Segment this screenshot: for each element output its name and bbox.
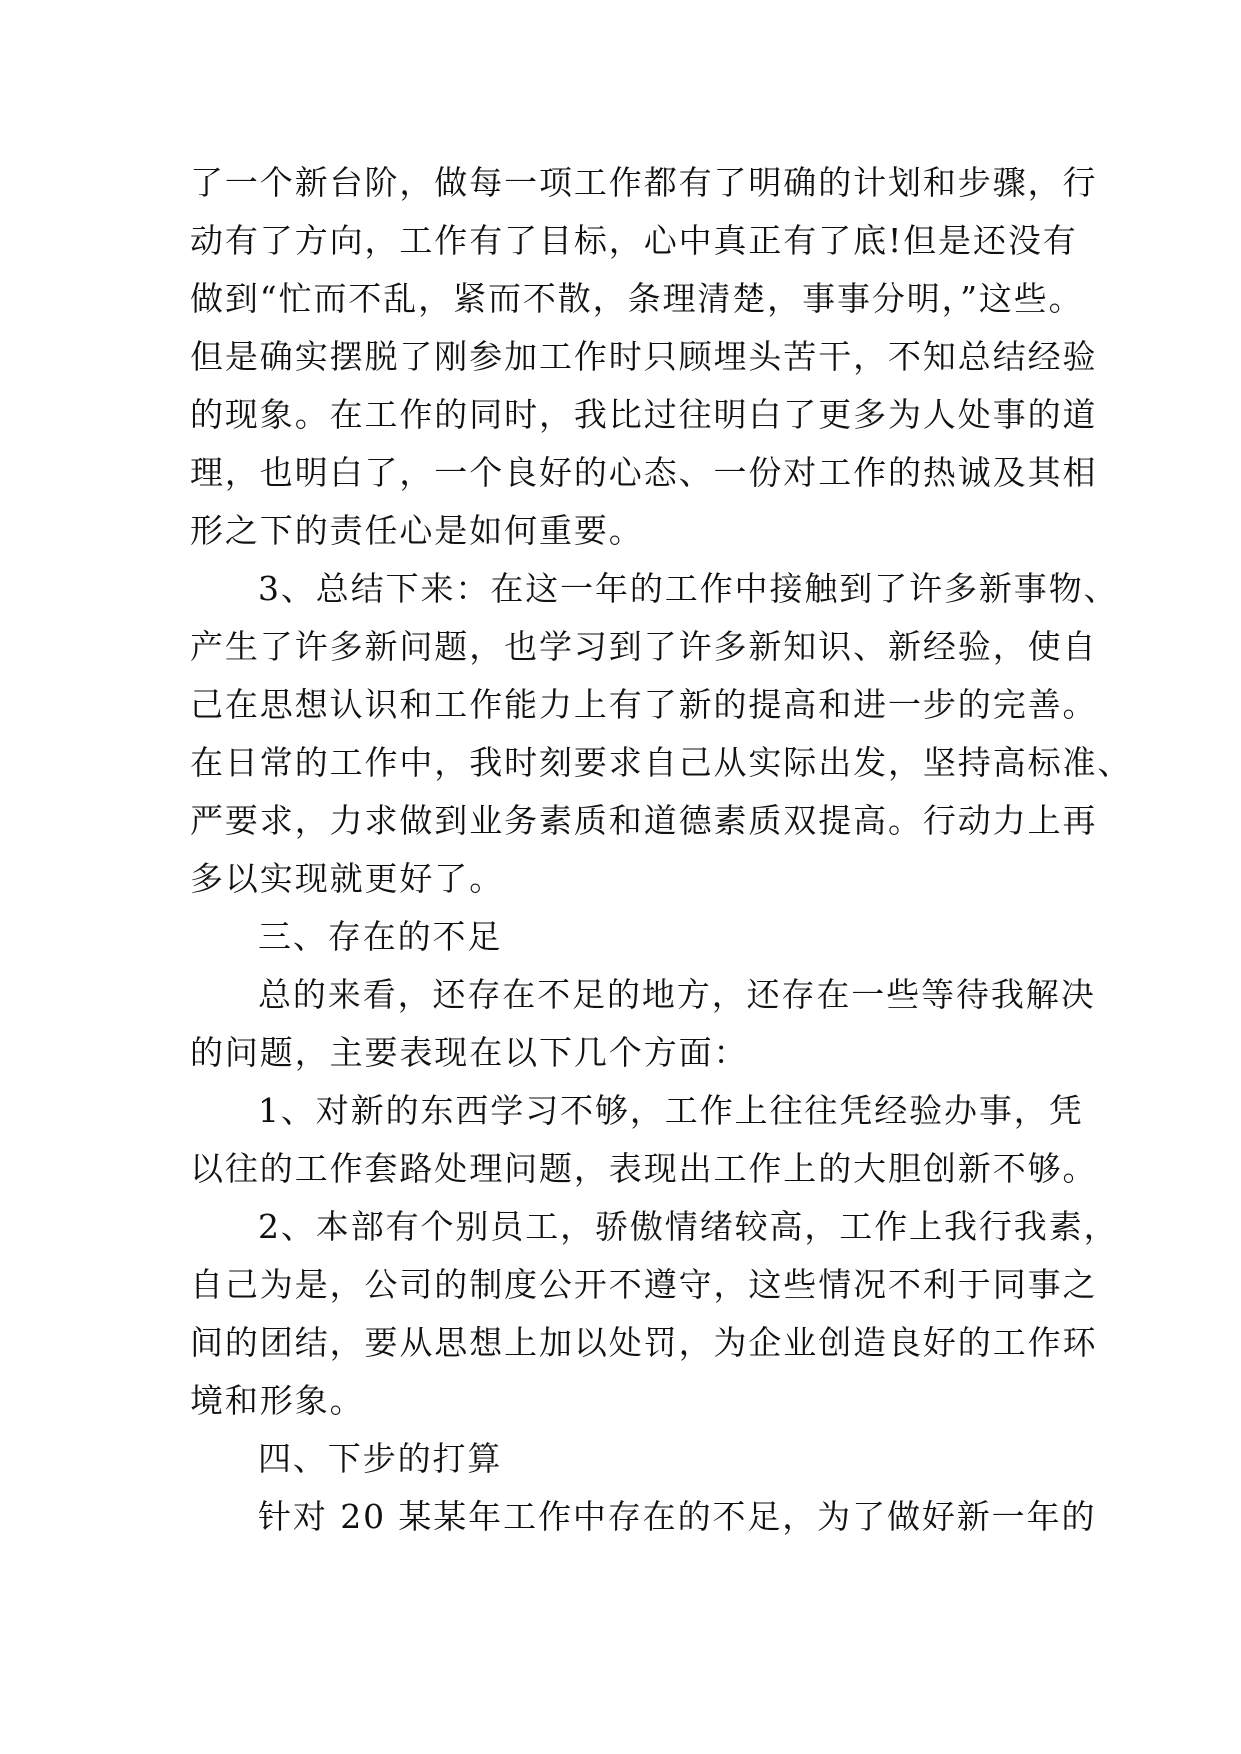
text-line: 产生了许多新问题，也学习到了许多新知识、新经验，使自 <box>190 627 1098 666</box>
text-line: 3、总结下来：在这一年的工作中接触到了许多新事物、 <box>258 569 1119 608</box>
text-line: 针对 20 某某年工作中存在的不足，为了做好新一年的 <box>258 1497 1097 1536</box>
text-line: 但是确实摆脱了刚参加工作时只顾埋头苦干，不知总结经验 <box>190 337 1098 376</box>
text-line: 理，也明白了，一个良好的心态、一份对工作的热诚及其相 <box>190 453 1098 492</box>
text-line: 总的来看，还存在不足的地方，还存在一些等待我解决 <box>258 975 1096 1014</box>
document-body <box>190 154 1133 1546</box>
text-line: 多以实现就更好了。 <box>190 859 505 898</box>
text-line: 间的团结，要从思想上加以处罚，为企业创造良好的工作环 <box>190 1323 1098 1362</box>
section-heading: 三、存在的不足 <box>258 917 503 956</box>
text-line: 动有了方向，工作有了目标，心中真正有了底!但是还没有 <box>190 221 1078 260</box>
text-line: 严要求，力求做到业务素质和道德素质双提高。行动力上再 <box>190 801 1098 840</box>
text-line: 自己为是，公司的制度公开不遵守，这些情况不利于同事之 <box>190 1265 1098 1304</box>
text-line: 在日常的工作中，我时刻要求自己从实际出发，坚持高标准、 <box>190 743 1133 782</box>
text-line: 境和形象。 <box>190 1381 365 1420</box>
text-line: 形之下的责任心是如何重要。 <box>190 511 644 550</box>
text-line: 做到“忙而不乱，紧而不散，条理清楚，事事分明，”这些。 <box>190 279 1084 318</box>
text-line: 了一个新台阶，做每一项工作都有了明确的计划和步骤，行 <box>190 163 1098 202</box>
text-line: 的问题，主要表现在以下几个方面： <box>190 1033 749 1072</box>
text-line: 以往的工作套路处理问题，表现出工作上的大胆创新不够。 <box>190 1149 1098 1188</box>
text-line: 己在思想认识和工作能力上有了新的提高和进一步的完善。 <box>190 685 1098 724</box>
text-line: 2、本部有个别员工，骄傲情绪较高，工作上我行我素， <box>258 1207 1119 1246</box>
section-heading: 四、下步的打算 <box>258 1439 503 1478</box>
text-line: 的现象。在工作的同时，我比过往明白了更多为人处事的道 <box>190 395 1098 434</box>
text-line: 1、对新的东西学习不够，工作上往往凭经验办事，凭 <box>258 1091 1084 1130</box>
